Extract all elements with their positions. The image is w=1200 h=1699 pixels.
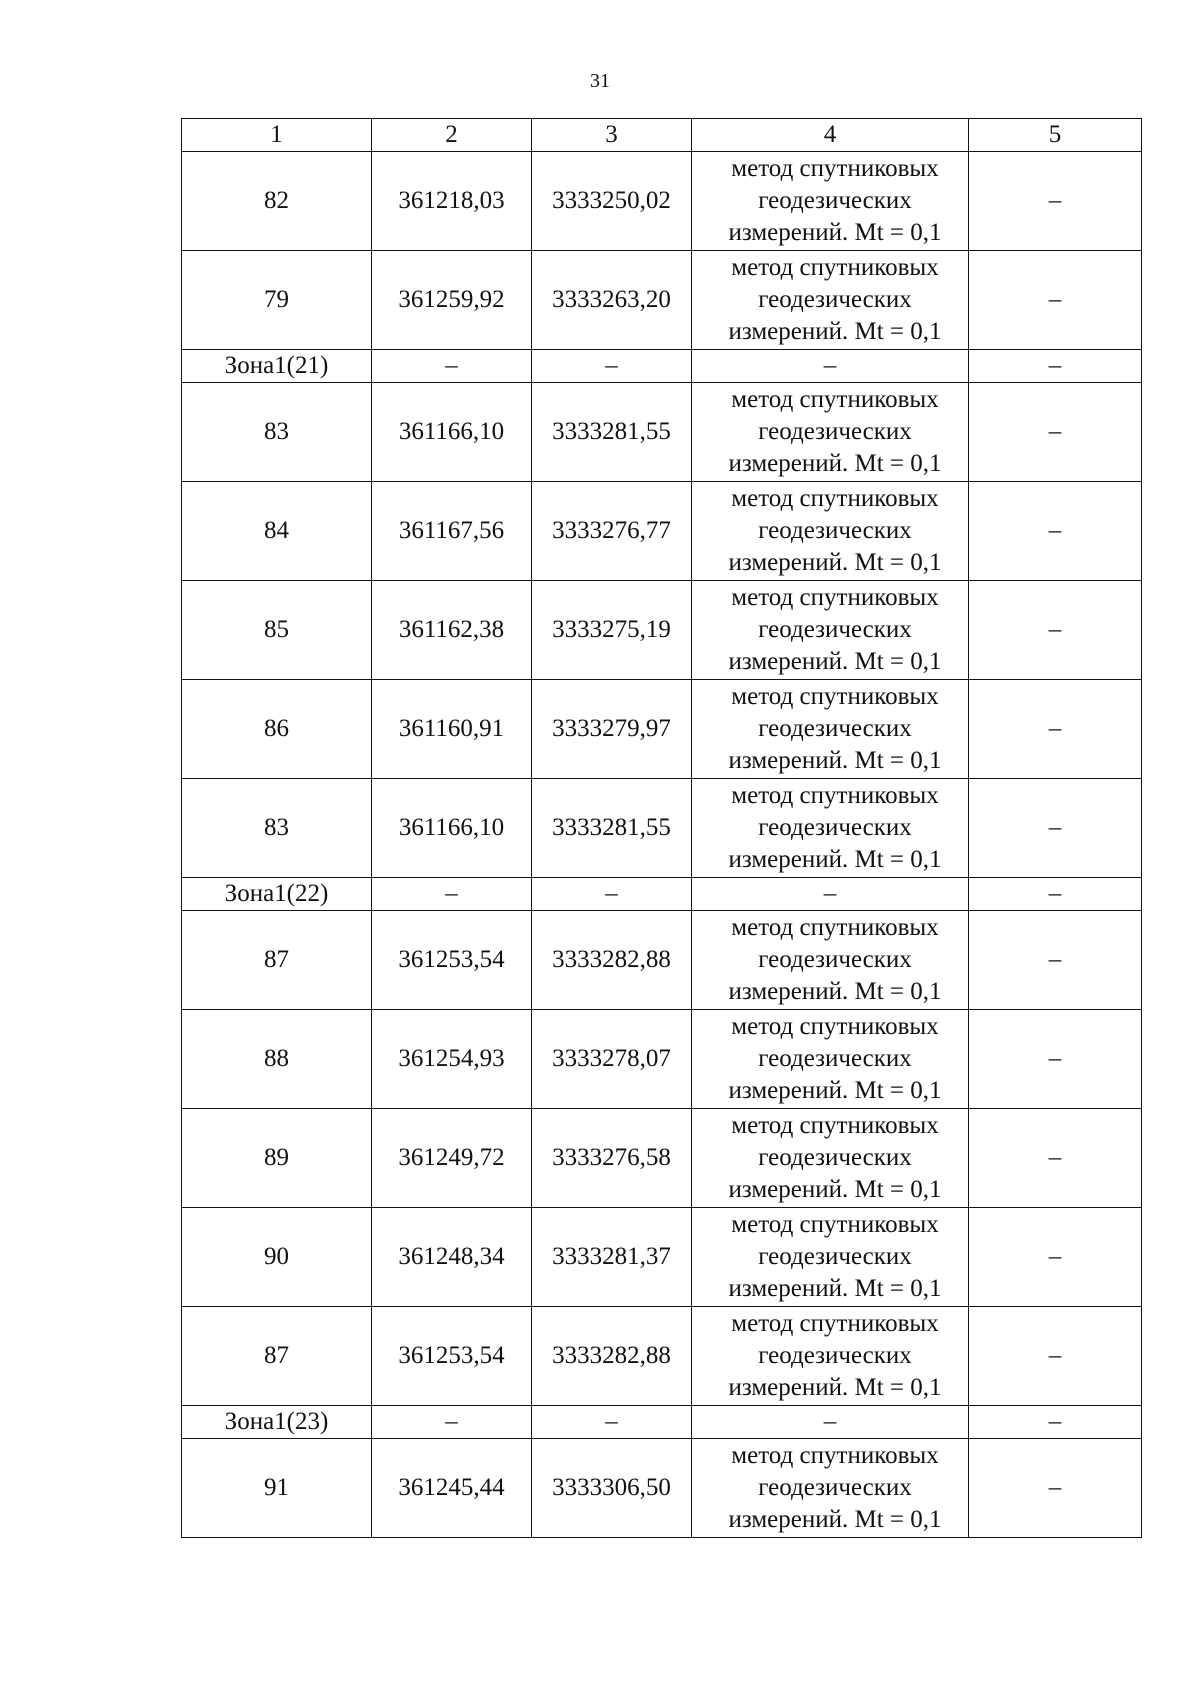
page-number: 31 bbox=[590, 70, 610, 92]
point-id-cell: 85 bbox=[182, 581, 372, 680]
x-coordinate-cell: 361253,54 bbox=[372, 911, 532, 1010]
x-coordinate-cell: – bbox=[372, 350, 532, 383]
method-line: измерений. Mt = 0,1 bbox=[728, 1176, 942, 1203]
y-coordinate-cell: 3333263,20 bbox=[532, 251, 692, 350]
method-line: измерений. Mt = 0,1 bbox=[728, 978, 942, 1005]
point-id-cell: 79 bbox=[182, 251, 372, 350]
point-id-cell: 83 bbox=[182, 383, 372, 482]
method-line: метод спутниковых bbox=[731, 683, 939, 710]
table-row bbox=[182, 383, 1142, 482]
y-coordinate-cell: – bbox=[532, 878, 692, 911]
table-row bbox=[182, 482, 1142, 581]
y-coordinate-cell: 3333281,55 bbox=[532, 383, 692, 482]
x-coordinate-cell: 361160,91 bbox=[372, 680, 532, 779]
point-id-cell: 88 bbox=[182, 1010, 372, 1109]
zone-row bbox=[182, 878, 1142, 911]
point-id-cell: Зона1(21) bbox=[182, 350, 372, 383]
x-coordinate-cell: 361253,54 bbox=[372, 1307, 532, 1406]
note-cell: – bbox=[969, 383, 1142, 482]
method-line: измерений. Mt = 0,1 bbox=[728, 747, 942, 774]
column-header: 2 bbox=[372, 119, 532, 152]
method-cell: – bbox=[692, 878, 969, 911]
note-cell: – bbox=[969, 680, 1142, 779]
method-line: метод спутниковых bbox=[731, 1211, 939, 1238]
method-line: измерений. Mt = 0,1 bbox=[728, 1077, 942, 1104]
point-id-cell: 82 bbox=[182, 152, 372, 251]
column-header: 5 bbox=[969, 119, 1142, 152]
method-cell bbox=[692, 911, 969, 1010]
x-coordinate-cell: 361245,44 bbox=[372, 1439, 532, 1538]
coordinates-table bbox=[181, 118, 1142, 1538]
method-line: метод спутниковых bbox=[731, 782, 939, 809]
table-row bbox=[182, 911, 1142, 1010]
x-coordinate-cell: 361167,56 bbox=[372, 482, 532, 581]
y-coordinate-cell: 3333281,37 bbox=[532, 1208, 692, 1307]
note-cell: – bbox=[969, 1307, 1142, 1406]
x-coordinate-cell: – bbox=[372, 1406, 532, 1439]
method-line: метод спутниковых bbox=[731, 386, 939, 413]
y-coordinate-cell: 3333282,88 bbox=[532, 1307, 692, 1406]
column-header: 1 bbox=[182, 119, 372, 152]
zone-row bbox=[182, 1406, 1142, 1439]
y-coordinate-cell: 3333275,19 bbox=[532, 581, 692, 680]
method-line: измерений. Mt = 0,1 bbox=[728, 450, 942, 477]
y-coordinate-cell: 3333278,07 bbox=[532, 1010, 692, 1109]
x-coordinate-cell: 361162,38 bbox=[372, 581, 532, 680]
y-coordinate-cell: 3333276,58 bbox=[532, 1109, 692, 1208]
table-row bbox=[182, 251, 1142, 350]
table-row bbox=[182, 581, 1142, 680]
note-cell: – bbox=[969, 152, 1142, 251]
note-cell: – bbox=[969, 779, 1142, 878]
method-line: геодезических bbox=[758, 1144, 912, 1171]
point-id-cell: 84 bbox=[182, 482, 372, 581]
method-line: измерений. Mt = 0,1 bbox=[728, 219, 942, 246]
point-id-cell: 83 bbox=[182, 779, 372, 878]
table-row bbox=[182, 680, 1142, 779]
point-id-cell: 89 bbox=[182, 1109, 372, 1208]
method-line: измерений. Mt = 0,1 bbox=[728, 1506, 942, 1533]
note-cell: – bbox=[969, 581, 1142, 680]
method-cell bbox=[692, 680, 969, 779]
note-cell: – bbox=[969, 878, 1142, 911]
x-coordinate-cell: 361218,03 bbox=[372, 152, 532, 251]
method-line: геодезических bbox=[758, 715, 912, 742]
note-cell: – bbox=[969, 1010, 1142, 1109]
y-coordinate-cell: – bbox=[532, 350, 692, 383]
point-id-cell: 87 bbox=[182, 911, 372, 1010]
table-body bbox=[182, 152, 1142, 1538]
method-line: геодезических bbox=[758, 1342, 912, 1369]
method-line: геодезических bbox=[758, 1243, 912, 1270]
method-line: геодезических bbox=[758, 616, 912, 643]
method-line: измерений. Mt = 0,1 bbox=[728, 318, 942, 345]
y-coordinate-cell: 3333282,88 bbox=[532, 911, 692, 1010]
note-cell: – bbox=[969, 482, 1142, 581]
x-coordinate-cell: – bbox=[372, 878, 532, 911]
point-id-cell: 87 bbox=[182, 1307, 372, 1406]
y-coordinate-cell: 3333250,02 bbox=[532, 152, 692, 251]
table-row bbox=[182, 152, 1142, 251]
y-coordinate-cell: 3333306,50 bbox=[532, 1439, 692, 1538]
method-cell bbox=[692, 383, 969, 482]
note-cell: – bbox=[969, 1109, 1142, 1208]
method-line: геодезических bbox=[758, 1045, 912, 1072]
x-coordinate-cell: 361254,93 bbox=[372, 1010, 532, 1109]
y-coordinate-cell: – bbox=[532, 1406, 692, 1439]
method-line: измерений. Mt = 0,1 bbox=[728, 648, 942, 675]
method-cell: – bbox=[692, 1406, 969, 1439]
method-cell bbox=[692, 1010, 969, 1109]
point-id-cell: 86 bbox=[182, 680, 372, 779]
method-line: геодезических bbox=[758, 946, 912, 973]
method-line: метод спутниковых bbox=[731, 155, 939, 182]
method-line: метод спутниковых bbox=[731, 584, 939, 611]
method-line: геодезических bbox=[758, 814, 912, 841]
method-line: метод спутниковых bbox=[731, 1310, 939, 1337]
y-coordinate-cell: 3333276,77 bbox=[532, 482, 692, 581]
note-cell: – bbox=[969, 251, 1142, 350]
method-line: геодезических bbox=[758, 286, 912, 313]
method-cell bbox=[692, 1109, 969, 1208]
method-cell bbox=[692, 581, 969, 680]
x-coordinate-cell: 361166,10 bbox=[372, 779, 532, 878]
method-line: метод спутниковых bbox=[731, 1013, 939, 1040]
method-line: геодезических bbox=[758, 1474, 912, 1501]
note-cell: – bbox=[969, 911, 1142, 1010]
method-cell bbox=[692, 152, 969, 251]
method-line: измерений. Mt = 0,1 bbox=[728, 1275, 942, 1302]
table-row bbox=[182, 1208, 1142, 1307]
method-cell bbox=[692, 779, 969, 878]
method-line: измерений. Mt = 0,1 bbox=[728, 1374, 942, 1401]
x-coordinate-cell: 361248,34 bbox=[372, 1208, 532, 1307]
method-cell bbox=[692, 251, 969, 350]
method-line: метод спутниковых bbox=[731, 1112, 939, 1139]
point-id-cell: 91 bbox=[182, 1439, 372, 1538]
column-header: 4 bbox=[692, 119, 969, 152]
note-cell: – bbox=[969, 1406, 1142, 1439]
method-cell bbox=[692, 1307, 969, 1406]
method-line: метод спутниковых bbox=[731, 254, 939, 281]
method-line: измерений. Mt = 0,1 bbox=[728, 549, 942, 576]
method-line: геодезических bbox=[758, 418, 912, 445]
note-cell: – bbox=[969, 1439, 1142, 1538]
method-cell bbox=[692, 482, 969, 581]
method-line: метод спутниковых bbox=[731, 914, 939, 941]
table-row bbox=[182, 1109, 1142, 1208]
method-line: измерений. Mt = 0,1 bbox=[728, 846, 942, 873]
table-row bbox=[182, 779, 1142, 878]
method-line: геодезических bbox=[758, 517, 912, 544]
point-id-cell: 90 bbox=[182, 1208, 372, 1307]
header-row bbox=[182, 119, 1142, 152]
method-line: метод спутниковых bbox=[731, 485, 939, 512]
x-coordinate-cell: 361166,10 bbox=[372, 383, 532, 482]
method-cell bbox=[692, 1439, 969, 1538]
y-coordinate-cell: 3333279,97 bbox=[532, 680, 692, 779]
point-id-cell: Зона1(23) bbox=[182, 1406, 372, 1439]
table-row bbox=[182, 1439, 1142, 1538]
y-coordinate-cell: 3333281,55 bbox=[532, 779, 692, 878]
x-coordinate-cell: 361249,72 bbox=[372, 1109, 532, 1208]
point-id-cell: Зона1(22) bbox=[182, 878, 372, 911]
zone-row bbox=[182, 350, 1142, 383]
method-line: геодезических bbox=[758, 187, 912, 214]
note-cell: – bbox=[969, 1208, 1142, 1307]
column-header: 3 bbox=[532, 119, 692, 152]
table-row bbox=[182, 1307, 1142, 1406]
table-row bbox=[182, 1010, 1142, 1109]
note-cell: – bbox=[969, 350, 1142, 383]
method-cell bbox=[692, 1208, 969, 1307]
method-cell: – bbox=[692, 350, 969, 383]
method-line: метод спутниковых bbox=[731, 1442, 939, 1469]
x-coordinate-cell: 361259,92 bbox=[372, 251, 532, 350]
